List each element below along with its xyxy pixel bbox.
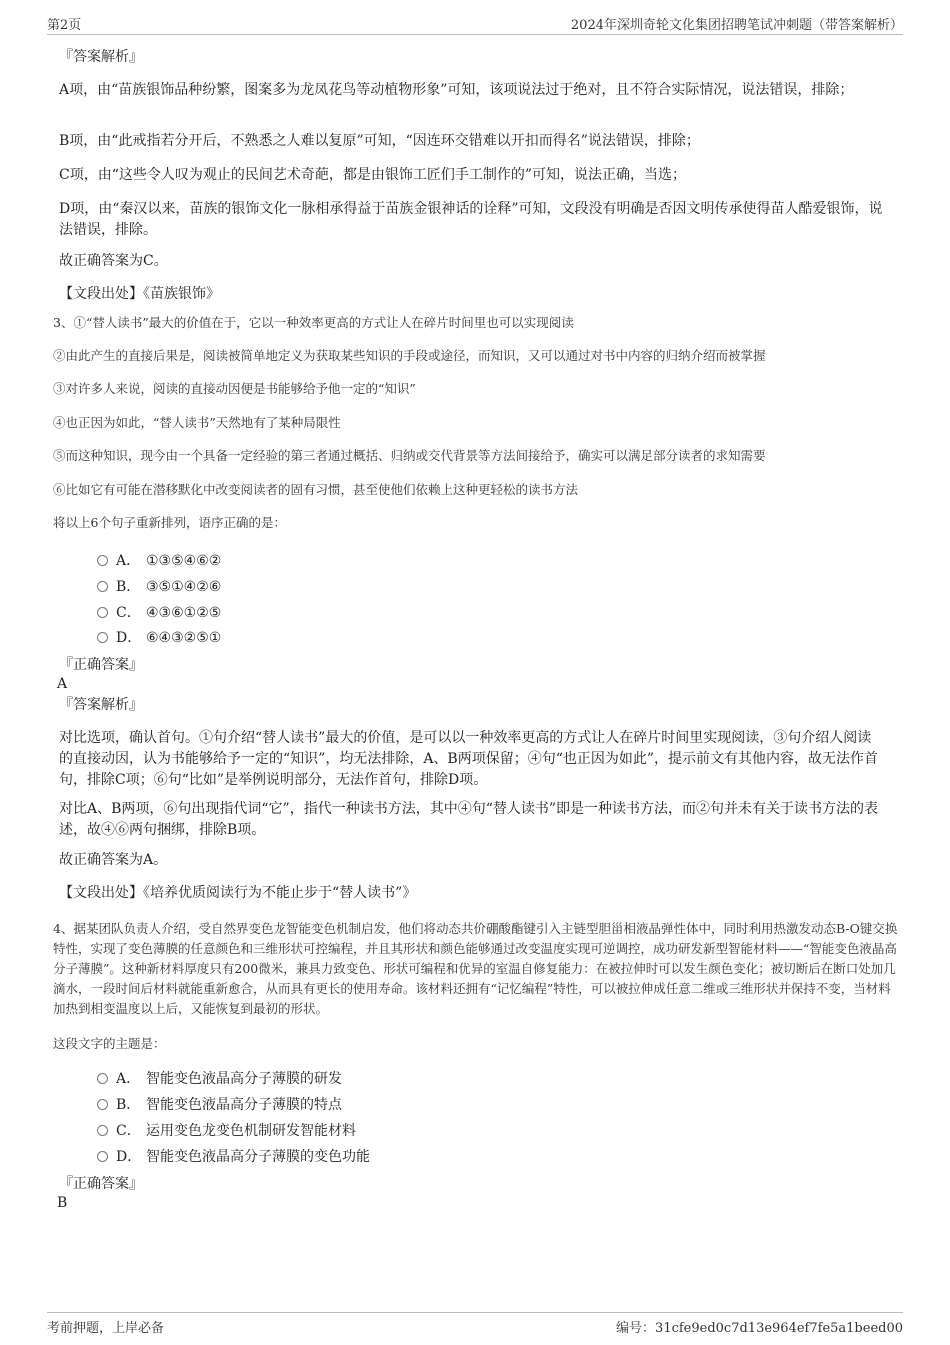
q3-sentence-4: ④也正因为如此，“替人读书”天然地有了某种局限性 bbox=[53, 415, 341, 430]
q4-option-c[interactable]: C． 运用变色龙变色机制研发智能材料 bbox=[97, 1121, 356, 1141]
q2-conclusion: 故正确答案为C。 bbox=[59, 253, 168, 269]
radio-icon[interactable] bbox=[97, 607, 108, 618]
q3-option-d[interactable]: D． ⑥④③②⑤① bbox=[97, 628, 221, 648]
footer-serial: 编号：31cfe9ed0c7d13e964ef7fe5a1beed00 bbox=[616, 1321, 903, 1336]
q3-source: 【文段出处】《培养优质阅读行为不能止步于“替人读书”》 bbox=[59, 885, 417, 901]
q3-sentence-5: ⑤而这种知识，现今由一个具备一定经验的第三者通过概括、归纳或交代背景等方法间接给予，确实可以满足部分读者的求知需要 bbox=[53, 448, 766, 463]
radio-icon[interactable] bbox=[97, 1151, 108, 1162]
q3-analysis-2: 对比A、B两项，⑥句出现指代词“它”，指代一种读书方法，其中④句“替人读书”即是一种读书方法，而②句并未有关于读书方法的表述，故④⑥两句捆绑，排除B项。 bbox=[59, 801, 879, 838]
q4-prompt: 这段文字的主题是： bbox=[53, 1036, 166, 1051]
q3-option-c[interactable]: C． ④③⑥①②⑤ bbox=[97, 603, 221, 623]
radio-icon[interactable] bbox=[97, 1125, 108, 1136]
q4-option-a[interactable]: A． 智能变色液晶高分子薄膜的研发 bbox=[97, 1069, 342, 1089]
page-footer bbox=[47, 1312, 903, 1335]
document-title: 2024年深圳奇轮文化集团招聘笔试冲刺题（带答案解析） bbox=[570, 18, 903, 33]
q3-sentence-1: 3、①“替人读书”最大的价值在于，它以一种效率更高的方式让人在碎片时间里也可以实现阅读 bbox=[53, 315, 574, 330]
q3-option-a[interactable]: A． ①③⑤④⑥② bbox=[97, 551, 221, 571]
q3-analysis-label: 『答案解析』 bbox=[59, 697, 143, 713]
q3-prompt: 将以上6个句子重新排列，语序正确的是： bbox=[53, 515, 286, 530]
q4-answer: B bbox=[57, 1195, 68, 1211]
q3-conclusion: 故正确答案为A。 bbox=[59, 852, 168, 868]
q4-answer-label: 『正确答案』 bbox=[59, 1176, 143, 1192]
radio-icon[interactable] bbox=[97, 1073, 108, 1084]
page-header bbox=[47, 14, 903, 35]
footer-slogan: 考前押题，上岸必备 bbox=[47, 1321, 165, 1336]
q3-analysis-1: 对比选项，确认首句。①句介绍“替人读书”最大的价值，是可以以一种效率更高的方式让人在碎片时间里实现阅读，③句介绍人阅读的直接动因，认为书能够给予一定的“知识”，均无法排除，A、B两项保留；④句“也正因为如此”，提示前文有其他内容，故无法作首句，排除C项；⑥句“比如”是举例说明部分，无法作首句，排除D项。 bbox=[59, 730, 879, 788]
page-number: 第2页 bbox=[47, 18, 82, 33]
q2-analysis-d: D项，由“秦汉以来，苗族的银饰文化一脉相承得益于苗族金银神话的诠释”可知，文段没有明确是否因文明传承使得苗人酷爱银饰，说法错误，排除。 bbox=[59, 201, 883, 238]
q2-analysis-label: 『答案解析』 bbox=[59, 49, 143, 65]
q2-analysis-c: C项，由“这些令人叹为观止的民间艺术奇葩，都是由银饰工匠们手工制作的”可知，说法正确，当选； bbox=[59, 167, 687, 183]
q4-option-b[interactable]: B． 智能变色液晶高分子薄膜的特点 bbox=[97, 1095, 342, 1115]
q3-answer-label: 『正确答案』 bbox=[59, 657, 143, 673]
q3-sentence-3: ③对许多人来说，阅读的直接动因便是书能够给予他一定的“知识” bbox=[53, 381, 416, 396]
q4-option-d[interactable]: D． 智能变色液晶高分子薄膜的变色功能 bbox=[97, 1147, 370, 1167]
q2-analysis-a: A项，由“苗族银饰品种纷繁，图案多为龙凤花鸟等动植物形象”可知，该项说法过于绝对，且不符合实际情况，说法错误，排除； bbox=[59, 82, 854, 98]
q3-sentence-2: ②由此产生的直接后果是，阅读被简单地定义为获取某些知识的手段或途径，而知识，又可以通过对书中内容的归纳介绍而被掌握 bbox=[53, 348, 766, 363]
q3-answer: A bbox=[57, 676, 68, 692]
radio-icon[interactable] bbox=[97, 581, 108, 592]
q2-source: 【文段出处】《苗族银饰》 bbox=[59, 286, 220, 302]
radio-icon[interactable] bbox=[97, 555, 108, 566]
radio-icon[interactable] bbox=[97, 1099, 108, 1110]
q4-passage: 4、据某团队负责人介绍，受自然界变色龙智能变色机制启发，他们将动态共价硼酸酯键引入主链型胆甾相液晶弹性体中，同时利用热激发动态B-O键交换特性，实现了变色薄膜的任意颜色和三维形状可控编程，并且其形状和颜色能够通过改变温度实现可逆调控，成功研发新型智能材料——“智能变色液晶高分子薄膜”。这种新材料厚度只有200微米，兼具力致变色、形状可编程和优异的室温自修复能力：在被拉伸时可以发生颜色变化；被切断后在断口处加几滴水，一段时间后材料就能重新愈合，从而具有更长的使用寿命。该材料还拥有“记忆编程”特性，可以被拉伸成任意二维或三维形状并保持不变，当材料加热到相变温度以上后，又能恢复到最初的形状。 bbox=[53, 921, 898, 1016]
q2-analysis-b: B项，由“此戒指若分开后，不熟悉之人难以复原”可知，“因连环交错难以开扣而得名”说法错误，排除； bbox=[59, 133, 700, 149]
radio-icon[interactable] bbox=[97, 632, 108, 643]
q3-option-b[interactable]: B． ③⑤①④②⑥ bbox=[97, 577, 221, 597]
q3-sentence-6: ⑥比如它有可能在潜移默化中改变阅读者的固有习惯，甚至使他们依赖上这种更轻松的读书方法 bbox=[53, 482, 579, 497]
